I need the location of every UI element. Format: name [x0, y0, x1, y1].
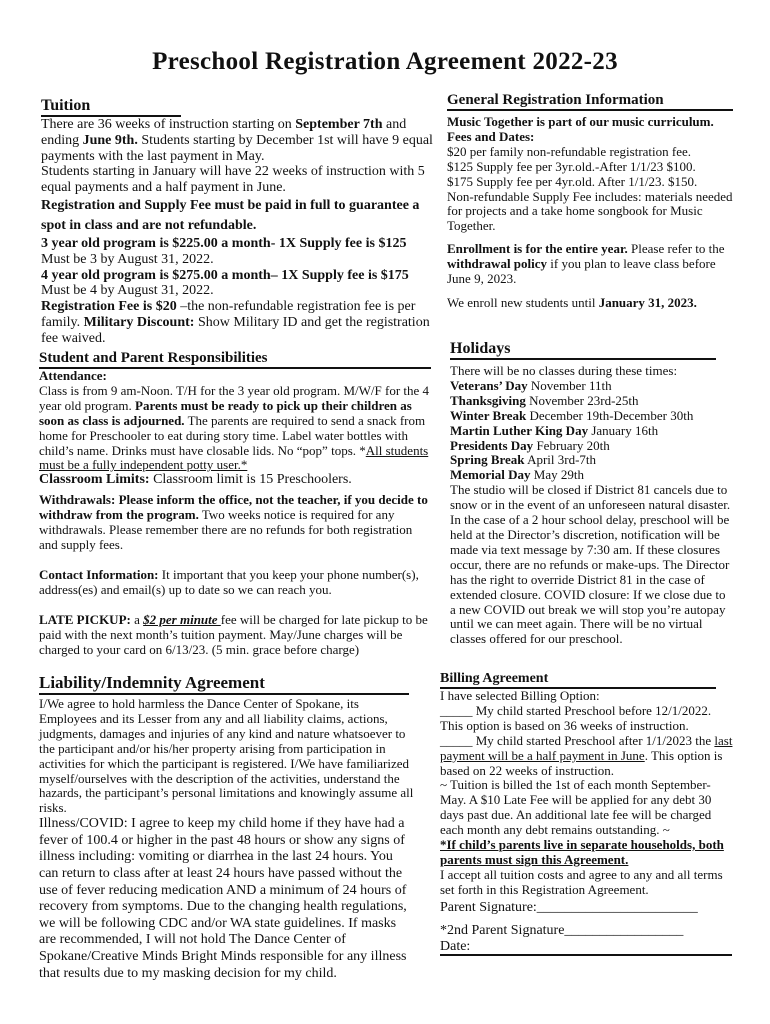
page-title: Preschool Registration Agreement 2022-23 — [152, 48, 618, 75]
holiday-date: November 11th — [527, 377, 612, 393]
fees-label: Fees and Dates: — [447, 128, 535, 144]
holiday-item — [450, 394, 732, 409]
holiday-list — [450, 379, 732, 483]
supply-fee-note: Non-refundable Supply Fee includes: materials needed for projects and a take home songbook for Music Together. — [447, 188, 733, 234]
fee-three-year: $125 Supply fee per 3yr.old.-After 1/1/23 $100. — [447, 158, 696, 174]
holiday-name: Spring Break — [450, 452, 525, 468]
holiday-item — [450, 409, 732, 424]
second-parent-signature-line[interactable]: *2nd Parent Signature_________________ — [440, 923, 684, 939]
holiday-date: April 3rd-7th — [524, 452, 597, 468]
liability-text: I/We agree to hold harmless the Dance Center of Spokane, its Employees and its Lesser from any and all liability claims, actions, judgments, damages and injuries of any kind and nature whatsoever to the participant and/or his/her property arising from participation in activities for which the participant is registered. I/We have familiarized myself/ourselves with the description of the activities, understand the hazards, the participant’s personal limitations and knowingly assume all risks. — [39, 696, 414, 816]
holiday-name: Winter Break — [450, 407, 527, 423]
tuition-january-text: Students starting in January will have 22 weeks of instruction with 5 equal payments and a half payment in June. — [41, 164, 425, 196]
registration-fee-text: Registration Fee is $20 –the non-refundable registration fee is per family. Military Discount: Show Military ID and get the registration fee waived. — [41, 299, 430, 346]
billing-acceptance: I accept all tuition costs and agree to any and all terms set forth in this Registration Agreement. — [440, 866, 723, 897]
liability-heading: Liability/Indemnity Agreement — [39, 673, 409, 695]
attendance-text: Class is from 9 am-Noon. T/H for the 3 year old program. M/W/F for the 4 year old program. Parents must be ready to pick up their children as soon as class is adjourned. The parents are required to send a snack from home for Preschooler to eat during story time. Label water bottles with child’s name. Drinks must have closable lids. No “pop” tops. *All students must be a fully independent potty user.* — [39, 382, 430, 473]
three-year-program: 3 year old program is $225.00 a month- 1X Supply fee is $125 — [41, 235, 407, 251]
holiday-date: January 16th — [588, 422, 659, 438]
general-section — [447, 92, 733, 311]
holiday-date: May 29th — [530, 467, 584, 483]
enrollment-text: Enrollment is for the entire year. Please refer to the withdrawal policy if you plan to leave class before June 9, 2023. — [447, 241, 725, 287]
tuition-paragraph: There are 36 weeks of instruction starting on September 7th and ending June 9th. Students starting by December 1st will have 9 equal payments with the last payment in May. — [41, 117, 433, 164]
fee-four-year: $175 Supply fee per 4yr.old. After 1/1/23. $150. — [447, 173, 698, 189]
liability-section — [39, 673, 415, 982]
holiday-name: Memorial Day — [450, 467, 531, 483]
billing-heading: Billing Agreement — [440, 671, 716, 689]
tuition-heading: Tuition — [41, 97, 181, 117]
holiday-item — [450, 379, 732, 394]
billing-section — [440, 671, 734, 956]
classroom-limits: Classroom Limits: Classroom limit is 15 Preschoolers. — [39, 472, 352, 488]
holiday-date: December 19th-December 30th — [526, 407, 694, 423]
holiday-date: February 20th — [533, 437, 610, 453]
holiday-name: Veterans’ Day — [450, 377, 528, 393]
billing-option-one: _____ My child started Preschool before 12/1/2022. This option is based on 36 weeks of instruction. — [440, 702, 712, 733]
holiday-date: November 23rd-25th — [525, 392, 639, 408]
billing-note: ~ Tuition is billed the 1st of each month September-May. A $10 Late Fee will be applied for any debt 30 days past due. An additional late fee will be charged each month any debt remains outstanding. ~ — [440, 777, 712, 838]
holiday-name: Thanksgiving — [450, 392, 526, 408]
holidays-intro: There will be no classes during these times: — [450, 363, 678, 378]
billing-intro: I have selected Billing Option: — [440, 688, 600, 703]
holiday-item — [450, 439, 732, 454]
contact-information: Contact Information: It important that you keep your phone number(s), address(es) and email(s) up to date so we can reach you. — [39, 566, 419, 597]
holiday-name: Martin Luther King Day — [450, 422, 589, 438]
holiday-item — [450, 453, 732, 468]
separate-households-note: *If child’s parents live in separate households, both parents must sign this Agreement. — [440, 837, 724, 867]
music-together-note: Music Together is part of our music curriculum. — [447, 114, 714, 129]
closure-policy: The studio will be closed if District 81 cancels due to snow or in the event of an unforeseen natural disaster. In the case of a 2 hour school delay, preschool will be held at the Director’s discretion, notification will be made via text message by 7:30 am. If these closures occur, there are no refunds or make-ups. The Director has the right to override District 81 in the case of extended closure. COVID closure: If we close due to a new COVID out break we will stop you’re autopay until we can meet again. There will be no virtual classes offered for our preschool. — [450, 482, 731, 647]
holiday-item — [450, 424, 732, 439]
registration-fee-notice: Registration and Supply Fee must be paid in full to guarantee a spot in class and are not refundable. — [41, 197, 420, 233]
responsibilities-section — [39, 350, 431, 657]
illness-policy: Illness/COVID: I agree to keep my child home if they have had a fever of 100.4 or higher in the past 48 hours or show any signs of illness including: vomiting or diarrhea in the last 24 hours. You can return to class after at least 24 hours have passed without the use of fever reducing medication AND a minimum of 24 hours of recovery from symptoms. Due to the changing health regulations, we will be following CDC and/or WA state guidelines. If masks are recommended, I will not hold The Dance Center of Spokane/Creative Minds Bright Minds responsible for any illness that results due to my masking decision for my child. — [39, 816, 407, 981]
tuition-section — [41, 97, 439, 347]
withdrawals-text: Withdrawals: Please inform the office, not the teacher, if you decide to withdraw from the program. Two weeks notice is required for any withdrawals. Please remember there are no refunds for both registration and supply fees. — [39, 492, 428, 552]
responsibilities-heading: Student and Parent Responsibilities — [39, 350, 431, 369]
attendance-label: Attendance: — [39, 368, 107, 383]
billing-option-two: _____ My child started Preschool after 1/1/2023 the last payment will be a half payment in June. This option is based on 22 weeks of instruction. — [440, 732, 733, 778]
four-year-age-note: Must be 4 by August 31, 2022. — [41, 283, 214, 299]
three-year-age-note: Must be 3 by August 31, 2022. — [41, 251, 214, 267]
parent-signature-line[interactable]: Parent Signature:_______________________ — [440, 899, 698, 915]
general-heading: General Registration Information — [447, 92, 733, 111]
holidays-section — [450, 340, 732, 647]
holiday-item — [450, 468, 732, 483]
holiday-name: Presidents Day — [450, 437, 534, 453]
fee-registration: $20 per family non-refundable registration fee. — [447, 143, 692, 159]
four-year-program: 4 year old program is $275.00 a month– 1X Supply fee is $175 — [41, 267, 409, 283]
holidays-heading: Holidays — [450, 340, 716, 360]
enroll-deadline: We enroll new students until January 31, 2023. — [447, 294, 697, 310]
date-line[interactable]: Date: — [440, 939, 732, 957]
late-pickup: LATE PICKUP: a $2 per minute fee will be charged for late pickup to be paid with the next month’s tuition payment. May/June charges will be charged to your card on 6/13/23. (5 min. grace before charge) — [39, 611, 428, 657]
